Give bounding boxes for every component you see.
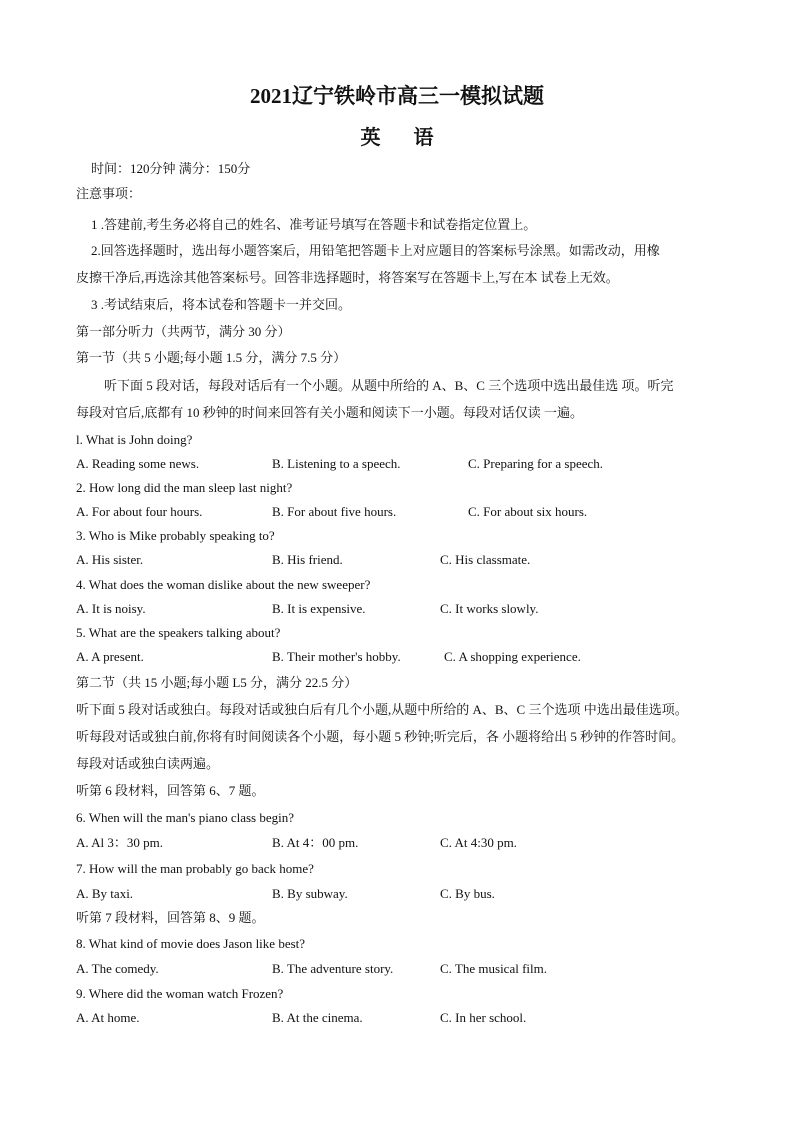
q5-option-c: C. A shopping experience. xyxy=(444,649,581,664)
q1-option-a: A. Reading some news. xyxy=(76,456,200,471)
q6-option-a: A. Al 3：30 pm. xyxy=(76,835,164,850)
q5-option-b: B. Their mother's hobby. xyxy=(272,649,401,664)
question-5: 5. What are the speakers talking about? xyxy=(76,625,281,640)
q6-option-c: C. At 4:30 pm. xyxy=(440,835,517,850)
q2-option-b: B. For about five hours. xyxy=(272,504,397,519)
section1-instructions-2: 每段对官后,底都有 10 秒钟的时间来回答有关小题和阅读下一小题。每段对话仅读 一遍。 xyxy=(76,405,584,420)
q5-option-a: A. A present. xyxy=(76,649,144,664)
q1-option-b: B. Listening to a speech. xyxy=(272,456,401,471)
q3-option-b: B. His friend. xyxy=(272,552,343,567)
section2-instructions-1: 听下面 5 段对话或独白。每段对话或独白后有几个小题,从题中所给的 A、B、C 三个选项 中选出最佳选项。 xyxy=(76,702,688,717)
section1-heading: 第一节（共 5 小题;每小题 1.5 分，满分 7.5 分） xyxy=(76,350,347,365)
question-4: 4. What does the woman dislike about the new sweeper? xyxy=(76,577,371,592)
note-2-line-1: 2.回答选择题时，选出每小题答案后，用铅笔把答题卡上对应题目的答案标号涂黑。如需改动，用橡 xyxy=(91,243,660,258)
q3-option-c: C. His classmate. xyxy=(440,552,531,567)
q2-option-a: A. For about four hours. xyxy=(76,504,203,519)
exam-title: 2021辽宁铁岭市高三一模拟试题 xyxy=(250,84,544,108)
notes-heading: 注意事项： xyxy=(76,186,142,201)
material-6-heading: 听第 6 段材料，回答第 6、7 题。 xyxy=(76,783,265,798)
question-3: 3. Who is Mike probably speaking to? xyxy=(76,528,275,543)
q9-option-b: B. At the cinema. xyxy=(272,1010,363,1025)
question-6: 6. When will the man's piano class begin? xyxy=(76,810,294,825)
q4-option-c: C. It works slowly. xyxy=(440,601,539,616)
note-3: 3 .考试结束后，将本试卷和答题卡一并交回。 xyxy=(91,297,352,312)
question-7: 7. How will the man probably go back home? xyxy=(76,861,314,876)
q9-option-c: C. In her school. xyxy=(440,1010,527,1025)
q7-option-a: A. By taxi. xyxy=(76,886,134,901)
question-8: 8. What kind of movie does Jason like best? xyxy=(76,936,306,951)
q9-option-a: A. At home. xyxy=(76,1010,140,1025)
question-9: 9. Where did the woman watch Frozen? xyxy=(76,986,284,1001)
exam-info: 时间：120分钟 满分：150分 xyxy=(91,161,251,176)
q4-option-a: A. It is noisy. xyxy=(76,601,146,616)
q7-option-b: B. By subway. xyxy=(272,886,348,901)
exam-subject: 英 语 xyxy=(360,127,448,149)
q8-option-a: A. The comedy. xyxy=(76,961,159,976)
section2-instructions-3: 每段对话或独白读两遍。 xyxy=(76,756,220,771)
q1-option-c: C. Preparing for a speech. xyxy=(468,456,604,471)
section2-instructions-2: 听每段对话或独白前,你将有时间阅读各个小题，每小题 5 秒钟;听完后，各 小题将给出 5 秒钟的作答时间。 xyxy=(76,729,685,744)
note-1: 1 .答建前,考生务必将自己的姓名、准考证号填写在答题卡和试卷指定位置上。 xyxy=(91,217,537,232)
section1-instructions-1: 听下面 5 段对话，每段对话后有一个小题。从题中所给的 A、B、C 三个选项中选出最佳选 项。听完 xyxy=(104,378,674,393)
material-7-heading: 听第 7 段材料，回答第 8、9 题。 xyxy=(76,910,265,925)
q3-option-a: A. His sister. xyxy=(76,552,144,567)
section2-heading: 第二节（共 15 小题;每小题 L5 分，满分 22.5 分） xyxy=(76,675,358,690)
q7-option-c: C. By bus. xyxy=(440,886,495,901)
question-2: 2. How long did the man sleep last night? xyxy=(76,480,293,495)
q8-option-c: C. The musical film. xyxy=(440,961,547,976)
question-1: l. What is John doing? xyxy=(76,432,193,447)
q2-option-c: C. For about six hours. xyxy=(468,504,588,519)
note-2-line-2: 皮擦干净后,再选涂其他答案标号。回答非选择题时，将答案写在答题卡上,写在本 试卷上无效。 xyxy=(76,270,619,285)
part1-heading: 第一部分听力（共两节，满分 30 分） xyxy=(76,324,291,339)
q8-option-b: B. The adventure story. xyxy=(272,961,394,976)
q6-option-b: B. At 4：00 pm. xyxy=(272,835,359,850)
q4-option-b: B. It is expensive. xyxy=(272,601,366,616)
